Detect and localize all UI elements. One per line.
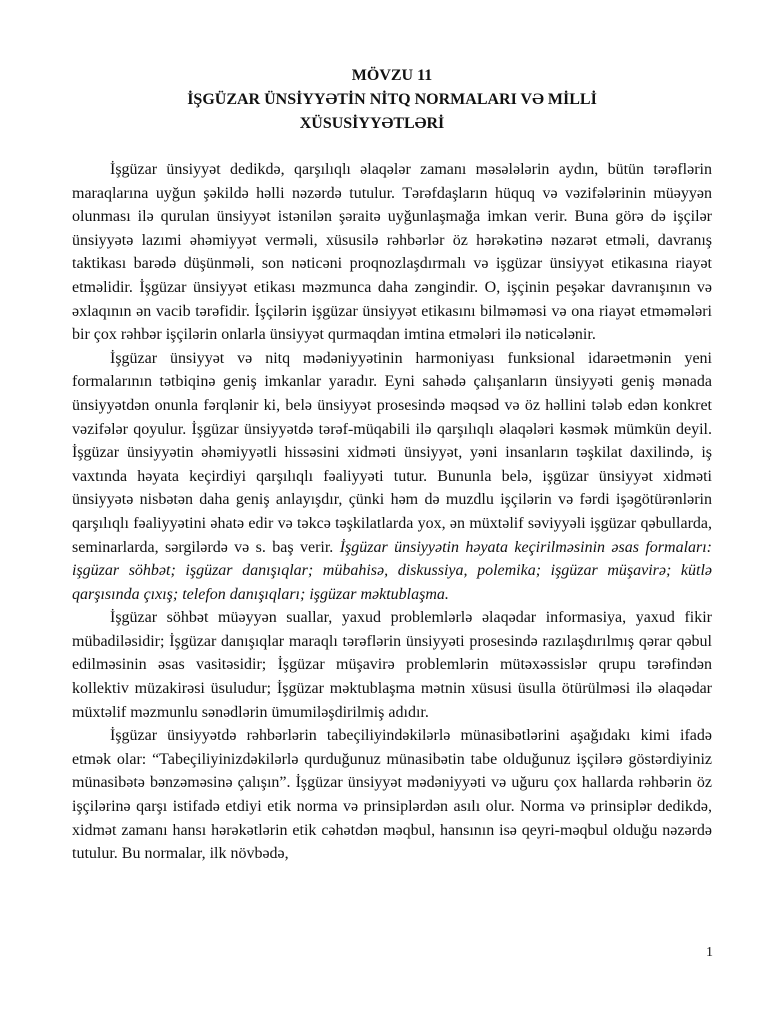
heading-topic-number: MÖVZU 11 (351, 67, 433, 84)
paragraph-2-text: İşgüzar ünsiyyət və nitq mədəniyyətinin harmoniyası funksional idarəetmənin yeni formalarının tətbiqinə geniş imkanlar yaradır. Eyni sahədə çalışanların ünsiyyəti geniş mənada ünsiyyətdən onunla fərqlənir ki, belə ünsiyyət prosesində məqsəd və öz həllini tələb edən konkret vəzifələr qoyulur. İşgüzar ünsiyyətdə tərəf-müqabili ilə qarşılıqlı əlaqələri kəsmək mümkün deyil. İşgüzar ünsiyyətin əhəmiyyətli hissəsini xidməti ünsiyyət, yəni insanların təşkilat daxilində, iş vaxtında həyata keçirdiyi qarşılıqlı fəaliyyəti tutur. Bununla belə, işgüzar ünsiyyət xidməti ünsiyyətə nisbətən daha geniş anlayışdır, çünki həm də muzdlu işçilərin və fərdi işəgötürənlərin qarşılıqlı fəaliyyətini əhatə edir və təkcə təşkilatlarda yox, ən müxtəlif səviyyəli işgüzar qəbullarda, seminarlarda, sərgilərdə və s. baş verir. (72, 349, 712, 556)
paragraph-2 (72, 347, 712, 607)
document-page (72, 64, 712, 866)
document-heading (72, 64, 712, 136)
page-number: 1 (706, 945, 713, 960)
heading-title-line-1: İŞGÜZAR ÜNSİYYƏTİN NİTQ NORMALARI VƏ MİLLİ (187, 91, 597, 108)
heading-title-line-2: XÜSUSİYYƏTLƏRİ (299, 115, 445, 132)
paragraph-3: İşgüzar söhbət müəyyən suallar, yaxud problemlərlə əlaqədar informasiya, yaxud fikir mübadiləsidir; İşgüzar danışıqlar maraqlı tərəflərin ünsiyyəti prosesində razılaşdırılmış qərar qəbul edilməsinin əsas vasitəsidir; İşgüzar müşavirə problemlərin mütəxəssislər qrupu tərəfindən kollektiv müzakirəsi üsuludur; İşgüzar məktublaşma mətnin xüsusi üsulla ötürülməsi ilə əlaqədar müxtəlif məzmunlu sənədlərin ümumiləşdirilmiş adıdır. (72, 609, 712, 721)
paragraph-2-italic-forms: İşgüzar ünsiyyətin həyata keçirilməsinin əsas formaları: işgüzar söhbət; işgüzar danışıqlar; mübahisə, diskussiya, polemika; işgüzar müşavirə; kütlə qarşısında çıxış; telefon danışıqları; işgüzar məktublaşma. (72, 538, 713, 603)
paragraph-4: İşgüzar ünsiyyətdə rəhbərlərin tabeçiliyindəkilərlə münasibətlərini aşağıdakı kimi ifadə etmək olar: “Tabeçiliyinizdəkilərlə qurduğunuz münasibətin tabe olduğunuz işçilərə göstərdiyiniz münasibətə bənzəməsinə çalışın”. İşgüzar ünsiyyət mədəniyyəti və uğuru çox hallarda rəhbərin öz işçilərinə qarşı istifadə etdiyi etik norma və prinsiplərdən asılı olur. Norma və prinsiplər dedikdə, xidmət zamanı hansı hərəkətlərin etik cəhətdən məqbul, hansının isə qeyri-məqbul olduğu nəzərdə tutulur. Bu normalar, ilk növbədə, (72, 727, 712, 863)
paragraph-1: İşgüzar ünsiyyət dedikdə, qarşılıqlı əlaqələr zamanı məsələlərin aydın, bütün tərəflərin maraqlarına uyğun şəkildə həlli nəzərdə tutulur. Tərəfdaşların hüquq və vəzifələrinin müəyyən olunması ilə qurulan ünsiyyət istənilən şəraitə uyğunlaşmağa imkan verir. Buna görə də işçilər ünsiyyətə lazımi əhəmiyyət verməli, xüsusilə rəhbərlər öz hərəkətinə nəzarət etməli, davranış taktikası barədə düşünməli, son nəticəni proqnozlaşdırmalı və işgüzar ünsiyyət etikasına riayət etməlidir. İşgüzar ünsiyyət etikası məzmunca daha zəngindir. O, işçinin peşəkar davranışının və əxlaqının ən vacib tərəfidir. İşçilərin işgüzar ünsiyyət etikasını bilməməsi və ona riayət etməmələri bir çox rəhbər işçilərin onlarla ünsiyyət qurmaqdan imtina etmələri ilə nəticələnir. (72, 161, 712, 344)
document-body (72, 158, 712, 866)
